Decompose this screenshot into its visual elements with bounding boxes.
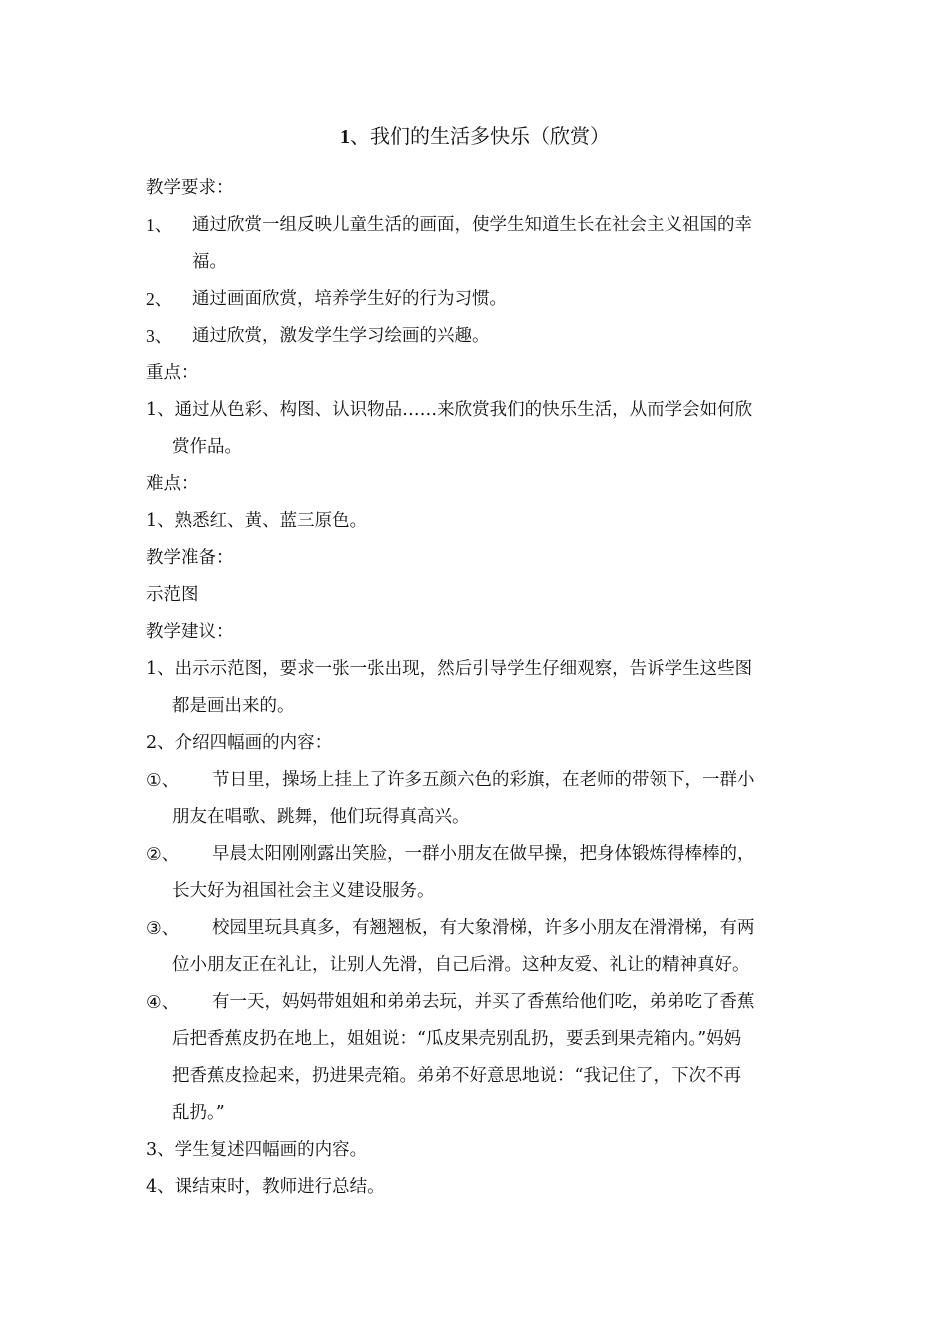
paragraph-line: 朋友在唱歌、跳舞，他们玩得真高兴。 xyxy=(172,807,470,827)
paragraph-line: 通过欣赏一组反映儿童生活的画面，使学生知道生长在社会主义祖国的幸 xyxy=(192,215,752,235)
suggestions-heading: 教学建议： xyxy=(146,622,234,642)
list-number: 1、 xyxy=(146,215,173,235)
paragraph-line: 通过画面欣赏，培养学生好的行为习惯。 xyxy=(192,289,507,309)
picture-description xyxy=(146,836,808,910)
key-point-line: 赏作品。 xyxy=(172,437,242,457)
page-title xyxy=(0,122,950,151)
requirement-item xyxy=(146,318,808,355)
list-number: 2、 xyxy=(146,289,173,309)
difficulty-line: 1、熟悉红、黄、蓝三原色。 xyxy=(146,511,368,531)
key-point-line: 1、通过从色彩、构图、认识物品……来欣赏我们的快乐生活，从而学会如何欣 xyxy=(146,400,753,420)
suggestion-line: 4、课结束时，教师进行总结。 xyxy=(146,1177,385,1197)
picture-number: ④、 xyxy=(146,992,180,1012)
picture-number: ③、 xyxy=(146,918,180,938)
key-points-heading: 重点： xyxy=(146,363,199,383)
paragraph-line: 有一天，妈妈带姐姐和弟弟去玩，并买了香蕉给他们吃，弟弟吃了香蕉 xyxy=(212,992,755,1012)
paragraph-line: 把香蕉皮捡起来，扔进果壳箱。弟弟不好意思地说：“我记住了，下次不再 xyxy=(172,1066,741,1086)
paragraph-line: 后把香蕉皮扔在地上，姐姐说：“瓜皮果壳别乱扔，要丢到果壳箱内。”妈妈 xyxy=(172,1029,742,1049)
picture-number: ①、 xyxy=(146,770,180,790)
paragraph-line: 长大好为祖国社会主义建设服务。 xyxy=(172,881,435,901)
paragraph-line: 早晨太阳刚刚露出笑脸，一群小朋友在做早操，把身体锻炼得棒棒的， xyxy=(212,844,755,864)
picture-description xyxy=(146,910,808,984)
picture-description xyxy=(146,762,808,836)
picture-number: ②、 xyxy=(146,844,180,864)
title-number: 1 xyxy=(340,126,350,148)
paragraph-line: 节日里，操场上挂上了许多五颜六色的彩旗，在老师的带领下，一群小 xyxy=(212,770,755,790)
requirement-item xyxy=(146,281,808,318)
picture-description xyxy=(146,984,808,1132)
list-number: 3、 xyxy=(146,326,173,346)
suggestion-line: 都是画出来的。 xyxy=(172,696,295,716)
requirement-item xyxy=(146,207,808,281)
paragraph-line: 福。 xyxy=(192,252,227,272)
paragraph-line: 校园里玩具真多，有翘翘板，有大象滑梯，许多小朋友在滑滑梯，有两 xyxy=(212,918,755,938)
preparation-line: 示范图 xyxy=(146,585,199,605)
suggestion-line: 1、出示示范图，要求一张一张出现，然后引导学生仔细观察，告诉学生这些图 xyxy=(146,659,753,679)
paragraph-line: 乱扔。” xyxy=(172,1103,225,1123)
difficulty-heading: 难点： xyxy=(146,474,199,494)
document-body xyxy=(146,170,808,1206)
requirements-heading: 教学要求： xyxy=(146,178,234,198)
preparation-heading: 教学准备： xyxy=(146,548,234,568)
suggestion-line: 3、学生复述四幅画的内容。 xyxy=(146,1140,368,1160)
title-text: 、我们的生活多快乐（欣赏） xyxy=(350,124,610,148)
suggestion-line: 2、介绍四幅画的内容： xyxy=(146,733,333,753)
paragraph-line: 位小朋友正在礼让，让别人先滑，自己后滑。这种友爱、礼让的精神真好。 xyxy=(172,955,750,975)
paragraph-line: 通过欣赏，激发学生学习绘画的兴趣。 xyxy=(192,326,490,346)
